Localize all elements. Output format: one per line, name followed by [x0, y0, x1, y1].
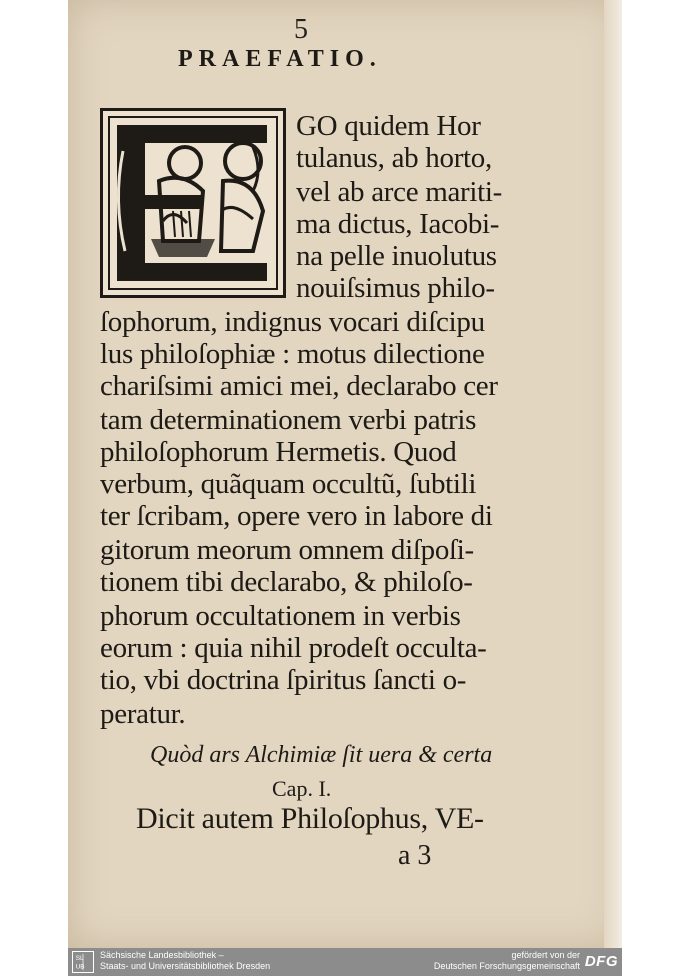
text-line: tionem tibi declarabo, & philoſo-: [100, 566, 473, 598]
text-line: gitorum meorum omnem diſpoſi-: [100, 534, 474, 566]
slub-logo-icon: [72, 951, 94, 973]
svg-text:SL: SL: [75, 955, 84, 963]
text-line: GO quidem Hor: [296, 110, 481, 142]
library-credit-line-2: Staats- und Universitätsbibliothek Dresden: [100, 961, 271, 971]
text-line: tam determinationem verbi patris: [100, 404, 477, 436]
footer-bar: [68, 948, 622, 976]
text-line: tulanus, ab horto,: [296, 142, 492, 174]
dfg-logo: DFG: [584, 953, 618, 970]
library-credit-line-1: Sächsische Landesbibliothek –: [100, 950, 224, 960]
text-line: nouiſsimus philo-: [296, 272, 495, 304]
text-line: peratur.: [100, 698, 186, 730]
woodcut-initial-e-icon: [100, 108, 286, 298]
chapter-number: Cap. I.: [272, 776, 332, 801]
text-line: ma dictus, Iacobi-: [296, 208, 500, 240]
svg-text:UB: UB: [75, 963, 85, 971]
text-line: lus philoſophiæ : motus dilectione: [100, 338, 485, 370]
chapter-heading: Quòd ars Alchimiæ ſit uera & certa: [150, 742, 493, 768]
text-line: verbum, quãquam occultũ, ſubtili: [100, 468, 477, 500]
text-line: eorum : quia nihil prodeſt occulta-: [100, 632, 487, 664]
signature-mark: a 3: [398, 840, 432, 871]
page-number: 5: [294, 14, 308, 45]
text-line: na pelle inuolutus: [296, 240, 497, 272]
funding-credit: [434, 950, 580, 972]
page-edge: [604, 0, 622, 948]
text-line: ſophorum, indignus vocari diſcipu: [100, 306, 485, 338]
text-line: philoſophorum Hermetis. Quod: [100, 436, 457, 468]
funding-credit-line-2: Deutschen Forschungsgemeinschaft: [433, 961, 580, 971]
text-line: ter ſcribam, opere vero in labore di: [100, 500, 493, 532]
library-credit: [100, 950, 270, 972]
text-line: vel ab arce mariti-: [296, 176, 503, 208]
text-line: tio, vbi doctrina ſpiritus ſancti o-: [100, 664, 467, 696]
running-title: PRAEFATIO.: [178, 46, 382, 72]
text-line: chariſsimi amici mei, declarabo cer: [100, 370, 498, 402]
text-line: phorum occultationem in verbis: [100, 600, 461, 632]
continuation-line: Dicit autem Philoſophus, VE-: [136, 802, 484, 835]
funding-credit-line-1: gefördert von der: [511, 950, 580, 960]
